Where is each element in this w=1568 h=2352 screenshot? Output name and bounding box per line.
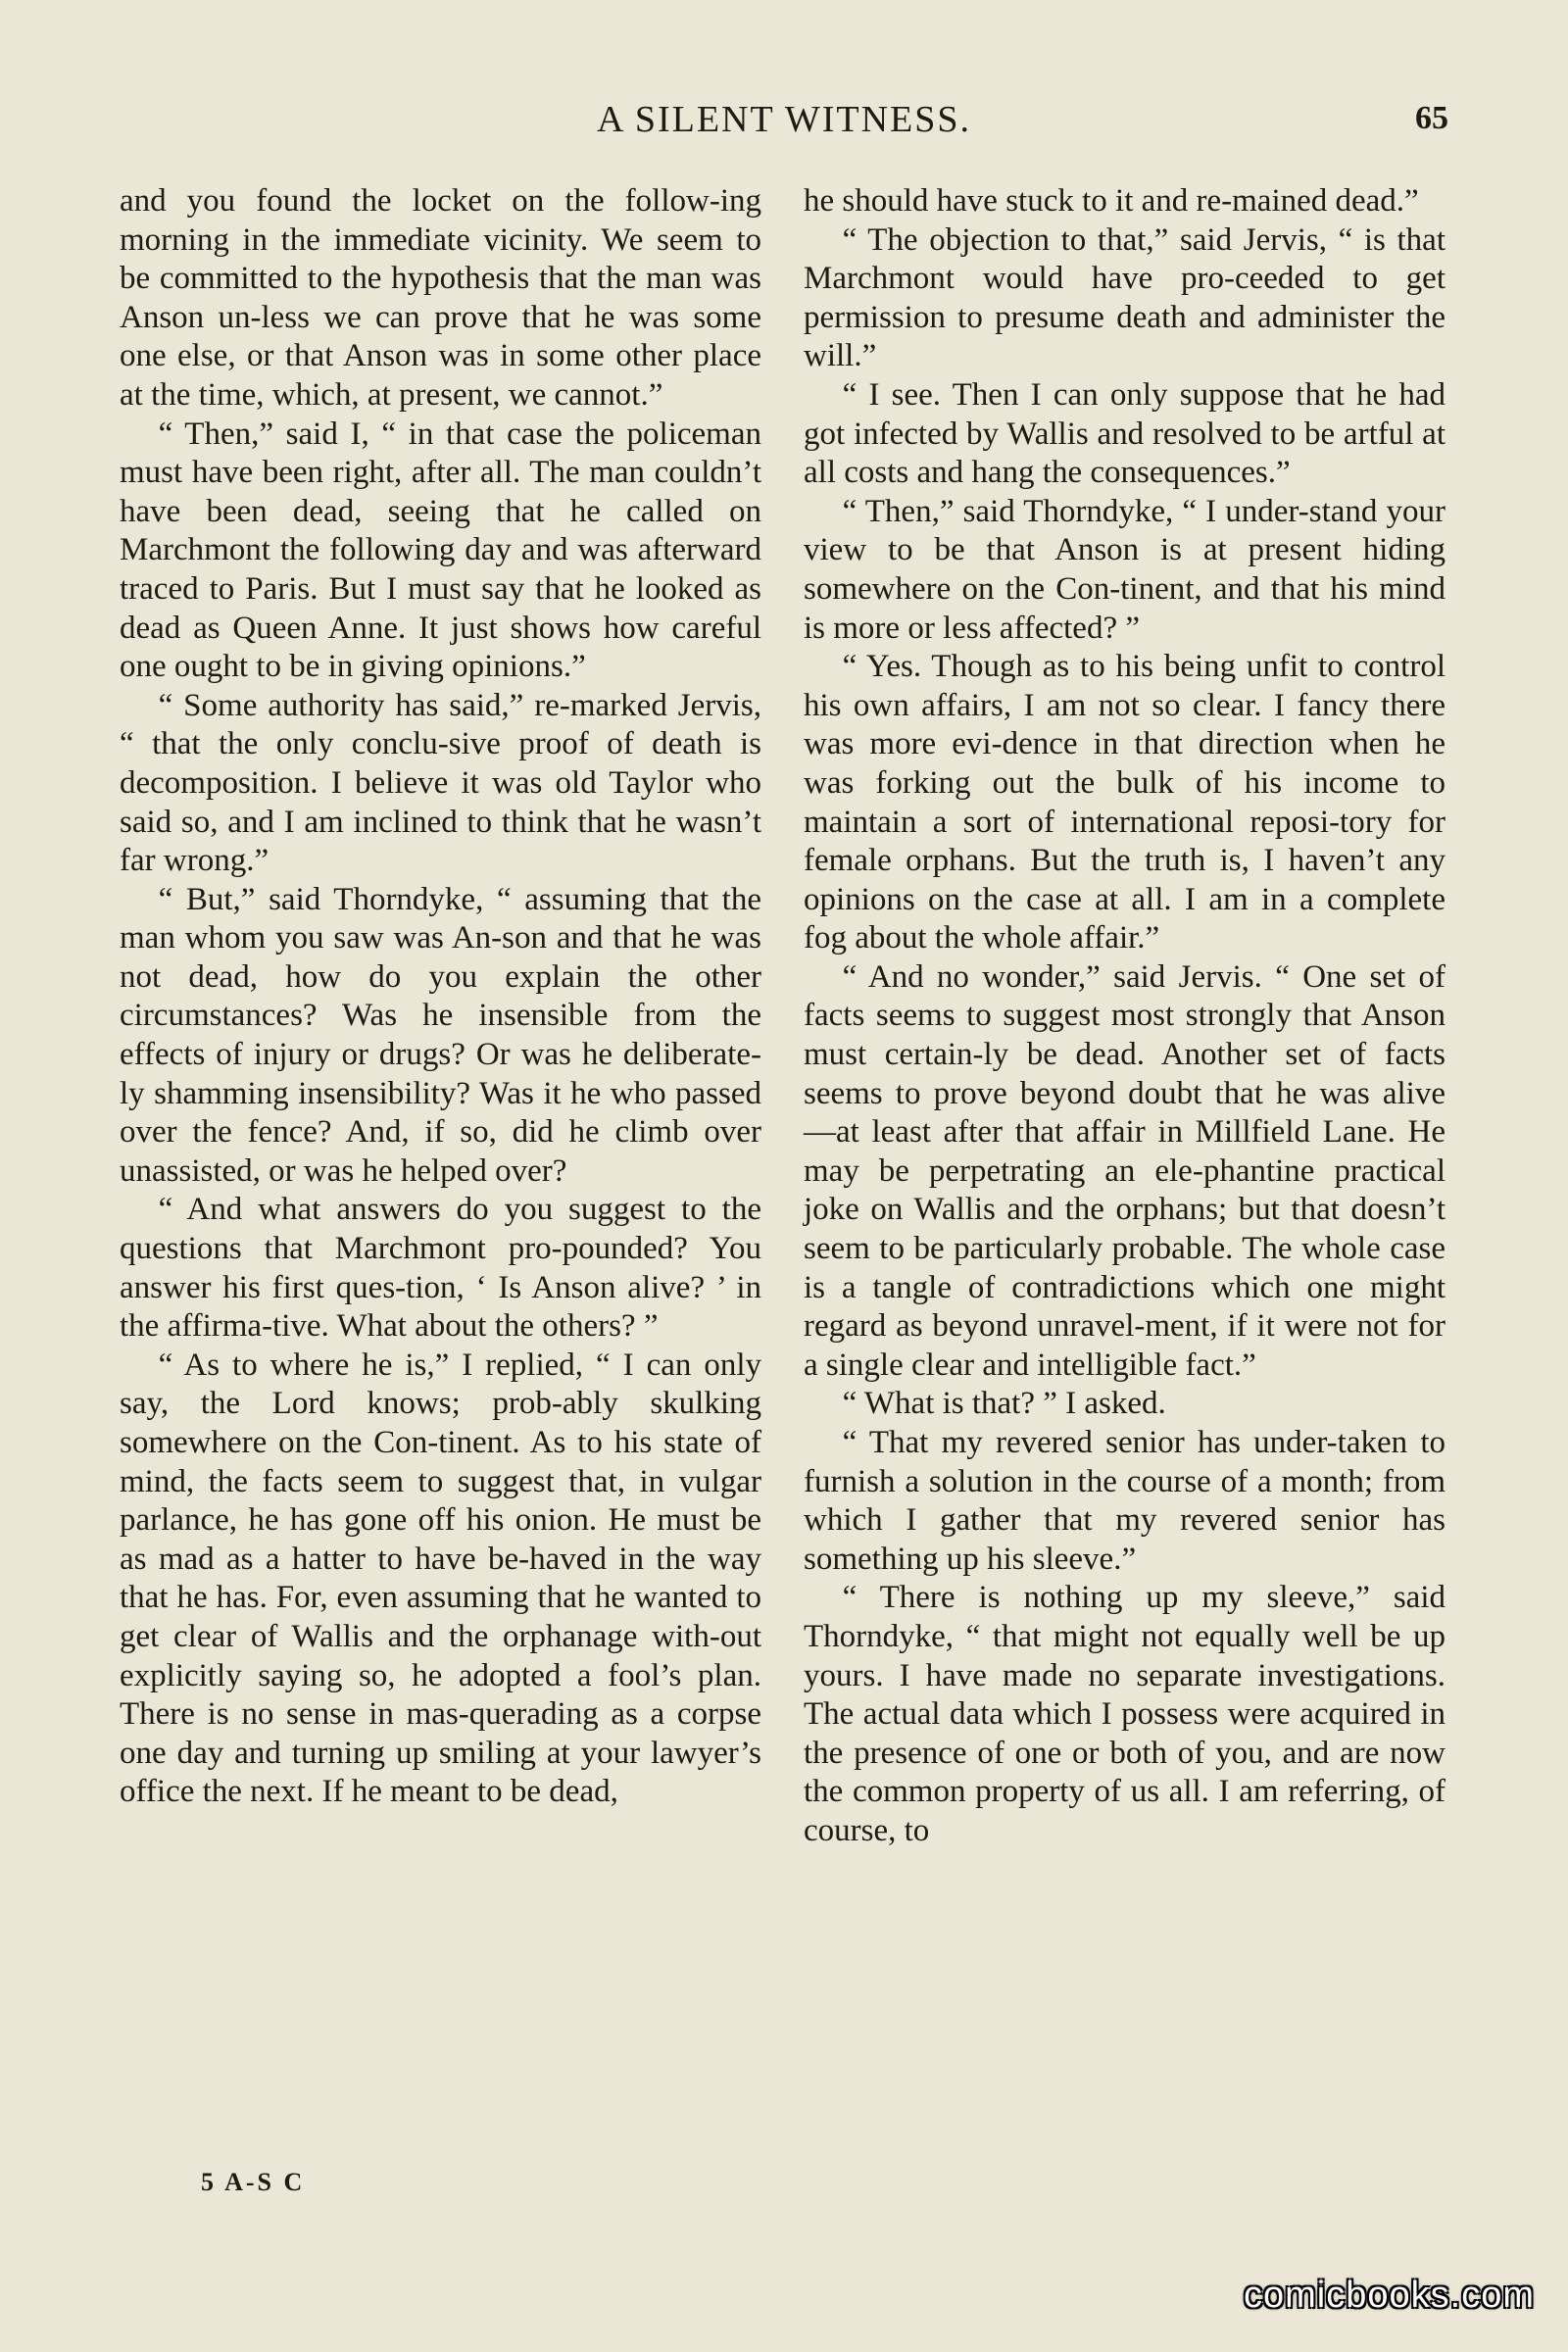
paragraph: “ As to where he is,” I replied, “ I can only say, the Lord knows; prob-ably skulking somewhere on the Con-tinent. As to his state of mind, the facts seem to suggest that, in vulgar parlance, he has gone off his onion. He must be as mad as a hatter to have be-haved in the way that he has. For, even assuming that he wanted to get clear of Wallis and the orphanage with-out explicitly saying so, he adopted a fool’s plan. There is no sense in mas-querading as a corpse one day and turning up smiling at your lawyer’s office the next. If he meant to be dead,	[120, 1347, 761, 1810]
watermark: comicbooks.com	[1244, 2275, 1535, 2316]
paragraph: “ Yes. Though as to his being unfit to control his own affairs, I am not so clear. I fancy there was more evi-dence in that direction when he was forking out the bulk of his income to maintain a sort of international reposi-tory for female orphans. But the truth is, I haven’t any opinions on the case at all. I am in a complete fog about the whole affair.”	[804, 649, 1446, 956]
paragraph: and you found the locket on the follow-ing morning in the immediate vicinity. We seem to be committed to the hypothesis that the man was Anson un-less we can prove that he was some one else, or that Anson was in some other place at the time, which, at present, we cannot.”	[120, 183, 761, 413]
paragraph: “ There is nothing up my sleeve,” said Thorndyke, “ that might not equally well be up yours. I have made no separate investigations. The actual data which I possess were acquired in the presence of one or both of you, and are now the common property of us all. I am referring, of course, to	[804, 1580, 1446, 1848]
paragraph: “ I see. Then I can only suppose that he had got infected by Wallis and resolved to be artful at all costs and hang the consequences.”	[804, 376, 1446, 491]
paragraph: “ Some authority has said,” re-marked Jervis, “ that the only conclu-sive proof of death is decomposition. I believe it was old Taylor who said so, and I am inclined to think that he wasn’t far wrong.”	[120, 687, 761, 879]
paragraph: “ And what answers do you suggest to the questions that Marchmont pro-pounded? You answer his first ques-tion, ‘ Is Anson alive? ’ in the affirma-tive. What about the others? ”	[120, 1192, 761, 1345]
paragraph: “ That my revered senior has under-taken to furnish a solution in the course of a month; from which I gather that my revered senior has something up his sleeve.”	[804, 1425, 1446, 1577]
right-column	[804, 182, 1446, 1851]
paragraph: “ Then,” said I, “ in that case the policeman must have been right, after all. The man couldn’t have been dead, seeing that he called on Marchmont the following day and was afterward traced to Paris. But I must say that he looked as dead as Queen Anne. It just shows how careful one ought to be in giving opinions.”	[120, 416, 761, 685]
paragraph: “ The objection to that,” said Jervis, “ is that Marchmont would have pro-ceeded to get permission to presume death and administer the will.”	[804, 221, 1446, 374]
signature-mark: 5 A-S C	[201, 2168, 306, 2196]
page-header	[0, 94, 1568, 153]
left-column	[120, 182, 761, 1812]
paragraph: “ And no wonder,” said Jervis. “ One set of facts seems to suggest most strongly that Anson must certain-ly be dead. Another set of facts seems to prove beyond doubt that he was alive —at least after that affair in Millfield Lane. He may be perpetrating an ele-phantine practical joke on Wallis and the orphans; but that doesn’t seem to be particularly probable. The whole case is a tangle of contradictions which one might regard as beyond unravel-ment, if it were not for a single clear and intelligible fact.”	[804, 958, 1446, 1383]
running-title: A SILENT WITNESS.	[597, 99, 971, 140]
page-number: 65	[1415, 100, 1448, 136]
paragraph: he should have stuck to it and re-mained dead.”	[804, 183, 1419, 219]
paragraph: “ But,” said Thorndyke, “ assuming that the man whom you saw was An-son and that he was not dead, how do you explain the other circumstances? Was he insensible from the effects of injury or drugs? Or was he deliberate-ly shamming insensibility? Was it he who passed over the fence? And, if so, did he climb over unassisted, or was he helped over?	[120, 881, 761, 1189]
paragraph: “ Then,” said Thorndyke, “ I under-stand your view to be that Anson is at present hiding somewhere on the Con-tinent, and that his mind is more or less affected? ”	[804, 493, 1446, 646]
paragraph: “ What is that? ” I asked.	[842, 1386, 1166, 1422]
